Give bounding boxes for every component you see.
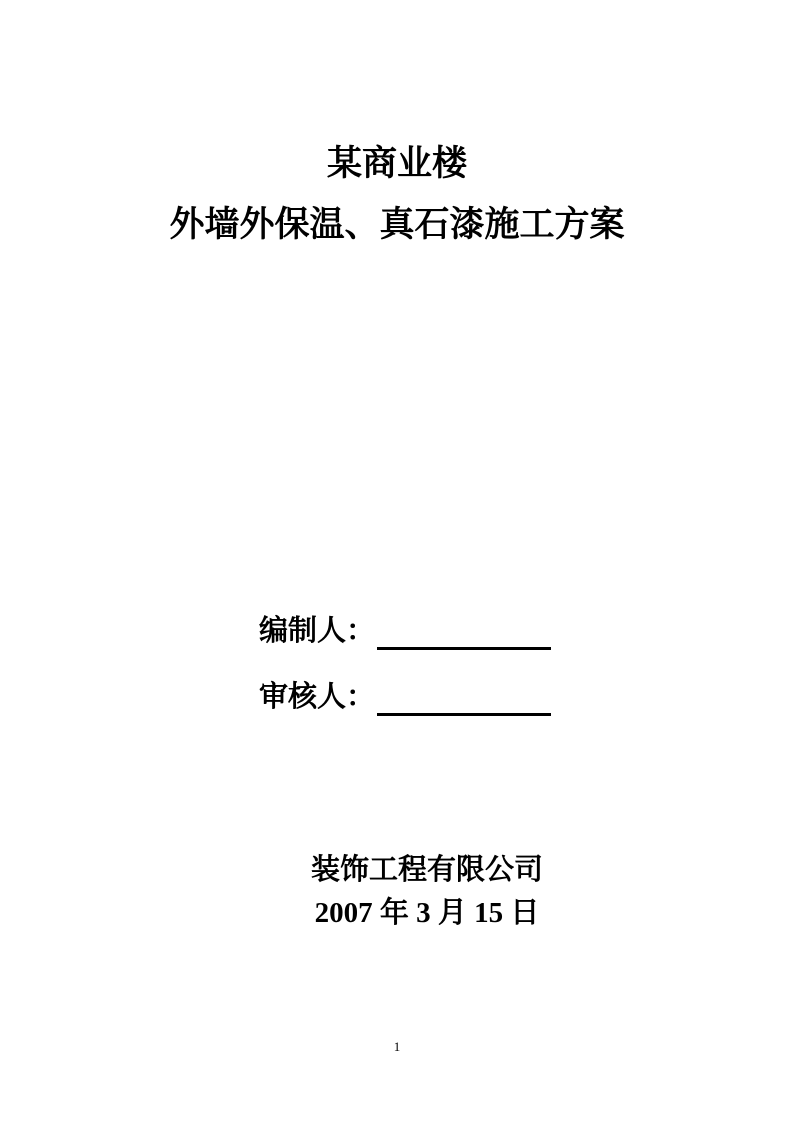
page-number: 1 bbox=[393, 1039, 401, 1054]
company-name: 装饰工程有限公司 bbox=[310, 854, 543, 886]
reviewer-label: 审核人： bbox=[259, 681, 376, 713]
reviewer-signature-row bbox=[259, 679, 375, 719]
compiler-signature-line bbox=[377, 647, 551, 650]
compiler-label: 编制人： bbox=[259, 615, 376, 647]
doc-title-line-1: 某商业楼 bbox=[326, 144, 467, 183]
document-date: 2007 年 3 月 15 日 bbox=[314, 897, 540, 929]
reviewer-signature-line bbox=[377, 713, 551, 716]
doc-title-line-2: 外墙外保温、真石漆施工方案 bbox=[169, 205, 625, 244]
compiler-signature-row bbox=[259, 613, 375, 653]
